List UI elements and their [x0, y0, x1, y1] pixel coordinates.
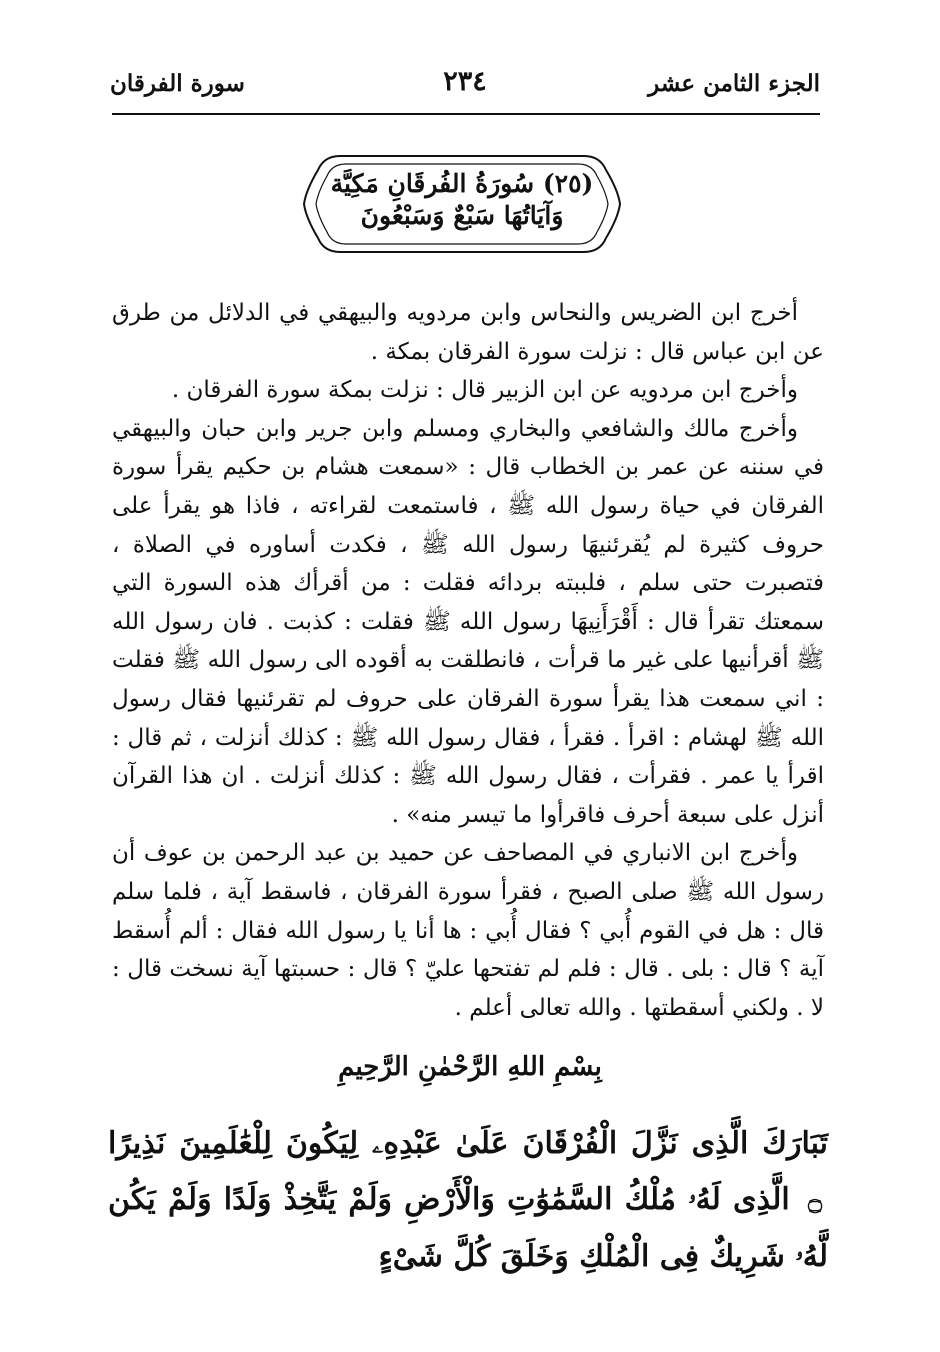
commentary-text: [112, 294, 824, 1027]
basmala: بِسْمِ اللهِ الرَّحْمٰنِ الرَّحِيمِ: [338, 1052, 602, 1082]
part-label: الجزء الثامن عشر: [648, 70, 820, 97]
page-number: ٢٣٤: [443, 66, 487, 97]
surah-title: [300, 168, 624, 232]
verse-text-1: تَبَارَكَ الَّذِى نَزَّلَ الْفُرْقَانَ عَلَىٰ عَبْدِهِۦ لِيَكُونَ لِلْعَٰلَمِينَ نَذِيرًا: [108, 1126, 828, 1161]
verse-text-2: الَّذِى لَهُۥ مُلْكُ السَّمَٰوَٰتِ وَالْأَرْضِ وَلَمْ يَتَّخِذْ وَلَدًا وَلَمْ يَكُن لَّهُۥ شَرِيكٌ فِى الْمُلْكِ وَخَلَقَ كُلَّ شَىْءٍ: [108, 1182, 828, 1274]
paragraph-4: وأخرج ابن الانباري في المصاحف عن حميد بن عبد الرحمن بن عوف أن رسول الله ﷺ صلى الصبح ، فقرأ سورة الفرقان ، فاسقط آية ، فلما سلم قال : هل في القوم أُبي ؟ فقال أُبي : ها أنا يا رسول الله فقال : ألم أُسقط آية ؟ قال : بلى . قال : فلم لم تفتحها عليّ ؟ قال : حسبتها آية نسخت قال : لا . ولكني أسقطتها . والله تعالى أعلم .: [112, 840, 824, 1021]
surah-title-line2: وَآيَاتُهَا سَبْعٌ وَسَبْعُونَ: [360, 201, 564, 230]
quran-verses: [108, 1116, 828, 1285]
surah-name-header: سورة الفرقان: [110, 70, 245, 97]
surah-heading-frame: [300, 150, 624, 258]
surah-title-line1: (٢٥) سُورَةُ الفُرقَانِ مَكِيَّة: [330, 169, 594, 198]
paragraph-2: وأخرج ابن مردويه عن ابن الزبير قال : نزلت بمكة سورة الفرقان .: [171, 377, 798, 404]
header-rule: [112, 113, 820, 115]
running-header: [110, 66, 820, 106]
paragraph-3: وأخرج مالك والشافعي والبخاري ومسلم وابن جرير وابن حبان والبيهقي في سننه عن عمر بن الخطاب قال : «سمعت هشام بن حكيم يقرأ سورة الفرقان في حياة رسول الله ﷺ ، فاستمعت لقراءته ، فاذا هو يقرأ على حروف كثيرة لم يُقرئنيهَا رسول الله ﷺ ، فكدت أساوره في الصلاة ، فتصبرت حتى سلم ، فلببته بردائه فقلت : من أقرأك هذه السورة التي سمعتك تقرأ قال : أَقْرَأَنِيهَا رسول الله ﷺ فقلت : كذبت . فان رسول الله ﷺ أقرأنيها على غير ما قرأت ، فانطلقت به أقوده الى رسول الله ﷺ فقلت : اني سمعت هذا يقرأ سورة الفرقان على حروف لم تقرئنيها فقال رسول الله ﷺ لهشام : اقرأ . فقرأ ، فقال رسول الله ﷺ : كذلك أنزلت ، ثم قال : اقرأ يا عمر . فقرأت ، فقال رسول الله ﷺ : كذلك أنزلت . ان هذا القرآن أنزل على سبعة أحرف فاقرأوا ما تيسر منه» .: [112, 415, 824, 828]
paragraph-1: أخرج ابن الضريس والنحاس وابن مردويه والبيهقي في الدلائل من طرق عن ابن عباس قال : نزلت سورة الفرقان بمكة .: [112, 300, 824, 365]
verse-end-marker-icon: ۝: [807, 1186, 823, 1215]
